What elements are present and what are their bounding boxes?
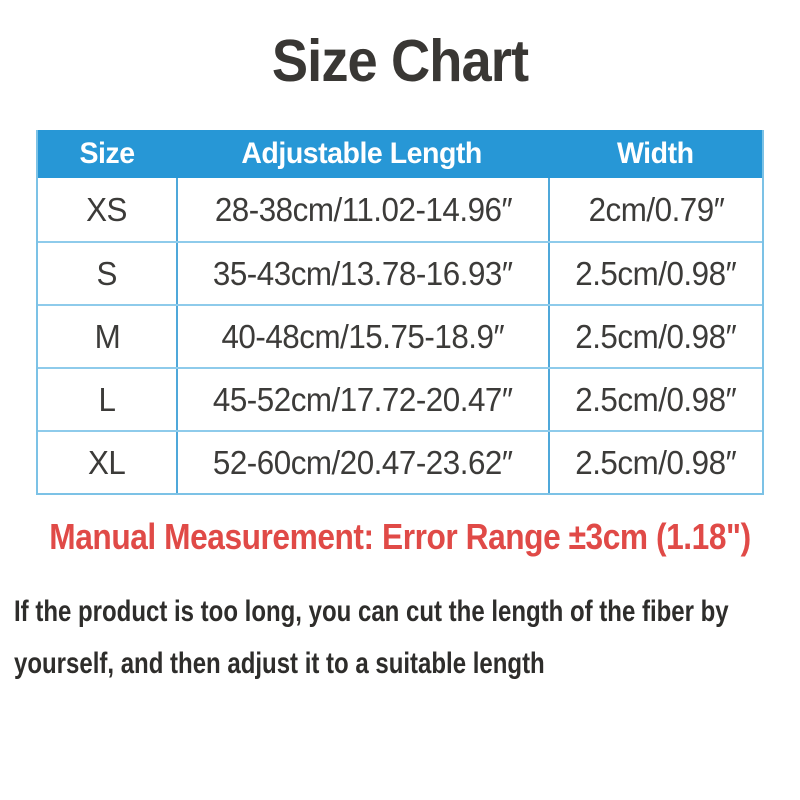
instruction-line-1: If the product is too long, you can cut the length of the fiber by xyxy=(14,595,729,628)
cell-size-text: XL xyxy=(88,443,126,481)
cell-width-text: 2.5cm/0.98″ xyxy=(575,380,737,418)
cell-width xyxy=(548,369,762,430)
cell-size-text: XS xyxy=(86,190,128,228)
cell-length xyxy=(176,178,548,241)
cell-width-text: 2.5cm/0.98″ xyxy=(575,317,737,355)
header-cell-size xyxy=(38,130,176,178)
cell-width xyxy=(548,243,762,304)
cell-length xyxy=(176,432,548,493)
table-row-s xyxy=(38,241,762,304)
cell-length-text: 35-43cm/13.78-16.93″ xyxy=(213,254,513,292)
cell-length xyxy=(176,369,548,430)
header-cell-width xyxy=(548,130,762,178)
cell-size-text: S xyxy=(96,254,118,292)
table-row-xs xyxy=(38,178,762,241)
cell-width-text: 2.5cm/0.98″ xyxy=(575,254,737,292)
cell-width xyxy=(548,178,762,241)
instruction-text xyxy=(14,586,782,690)
size-table xyxy=(36,130,764,495)
cell-length xyxy=(176,306,548,367)
cell-size-text: M xyxy=(94,317,120,355)
cell-size xyxy=(38,432,176,493)
header-label-width: Width xyxy=(616,137,694,170)
page-title: Size Chart xyxy=(271,28,529,94)
table-row-l xyxy=(38,367,762,430)
cell-length-text: 52-60cm/20.47-23.62″ xyxy=(213,443,513,481)
instruction-line-2: yourself, and then adjust it to a suitable length xyxy=(14,647,545,680)
cell-length-text: 28-38cm/11.02-14.96″ xyxy=(214,190,512,228)
table-row-m xyxy=(38,304,762,367)
table-row-xl xyxy=(38,430,762,493)
cell-size xyxy=(38,243,176,304)
cell-length xyxy=(176,243,548,304)
cell-width xyxy=(548,432,762,493)
cell-size xyxy=(38,178,176,241)
cell-size-text: L xyxy=(98,380,116,418)
cell-size xyxy=(38,306,176,367)
header-label-size: Size xyxy=(79,137,135,170)
table-header xyxy=(38,130,762,178)
cell-length-text: 45-52cm/17.72-20.47″ xyxy=(213,380,513,418)
error-range-note: Manual Measurement: Error Range ±3cm (1.18") xyxy=(49,516,751,557)
cell-width xyxy=(548,306,762,367)
cell-size xyxy=(38,369,176,430)
cell-length-text: 40-48cm/15.75-18.9″ xyxy=(221,317,505,355)
header-cell-adjustable-length xyxy=(176,130,548,178)
cell-width-text: 2.5cm/0.98″ xyxy=(575,443,737,481)
cell-width-text: 2cm/0.79″ xyxy=(588,190,724,228)
header-label-adjustable-length: Adjustable Length xyxy=(241,137,483,170)
